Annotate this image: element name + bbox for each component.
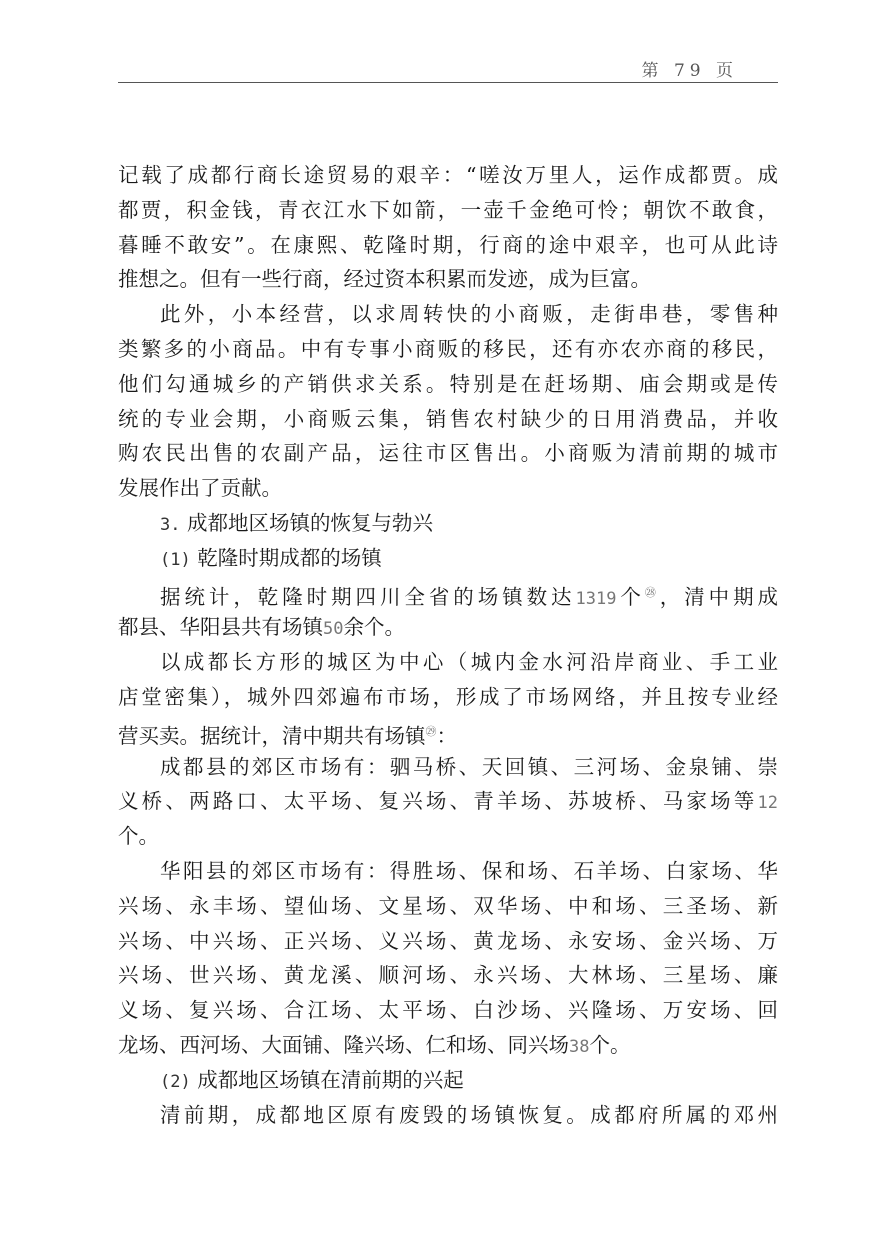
text-line: 记载了成都行商长途贸易的艰辛：“嗟汝万里人，运作成都贾。成 — [118, 163, 778, 187]
text-line: 清前期，成都地区原有废毁的场镇恢复。成都府所属的邓州 — [160, 1102, 778, 1127]
text-line: 店堂密集），城外四郊遍布市场，形成了市场网络，并且按专业经 — [118, 684, 778, 709]
section-heading: 3. 成都地区场镇的恢复与勃兴 — [160, 510, 434, 535]
footnote-marker: ㉘ — [644, 585, 660, 599]
text-line: 都县、华阳县共有场镇50余个。 — [118, 615, 405, 640]
text-line: 都贾，积金钱，青衣江水下如箭，一壶千金绝可怜；朝饮不敢食， — [118, 197, 778, 222]
text-line: 个。 — [118, 824, 159, 849]
text-line: 推想之。但有一些行商，经过资本积累而发迹，成为巨富。 — [118, 267, 651, 292]
text-line: 营买卖。据统计，清中期共有场镇$^㉙$： — [118, 723, 457, 748]
text-line: 义桥、两路口、太平场、复兴场、青羊场、苏坡桥、马家场等12 — [118, 789, 778, 814]
text-line: 成都县的郊区市场有：驷马桥、天回镇、三河场、金泉铺、崇 — [160, 754, 778, 779]
subsection-heading: (2) 成都地区场镇在清前期的兴起 — [160, 1067, 464, 1092]
text-line: 华阳县的郊区市场有：得胜场、保和场、石羊场、白家场、华 — [160, 858, 778, 883]
text-line: 暮睡不敢安”。在康熙、乾隆时期，行商的途中艰辛，也可从此诗 — [118, 232, 778, 257]
text-line: 兴场、永丰场、望仙场、文星场、双华场、中和场、三圣场、新 — [118, 893, 778, 918]
body-text — [118, 158, 778, 1132]
text-line: 他们勾通城乡的产销供求关系。特别是在赶场期、庙会期或是传 — [118, 371, 778, 396]
text-line: 兴场、世兴场、黄龙溪、顺河场、永兴场、大林场、三星场、廉 — [118, 963, 778, 988]
text-line: 购农民出售的农副产品，运往市区售出。小商贩为清前期的城市 — [118, 441, 778, 466]
text-line: 以成都长方形的城区为中心（城内金水河沿岸商业、手工业 — [160, 650, 778, 675]
text-line: 发展作出了贡献。 — [118, 476, 282, 501]
text-line: 据统计，乾隆时期四川全省的场镇数达1319个$^㉘$，清中期成 — [160, 584, 778, 609]
footnote-marker: ㉙ — [425, 724, 437, 738]
page-number: 第 79 页 — [641, 61, 738, 81]
text-line: 类繁多的小商品。中有专事小商贩的移民，还有亦农亦商的移民， — [118, 336, 778, 361]
page-header — [118, 52, 778, 83]
text-line: 此外，小本经营，以求周转快的小商贩，走街串巷，零售种 — [160, 302, 778, 327]
text-line: 兴场、中兴场、正兴场、义兴场、黄龙场、永安场、金兴场、万 — [118, 928, 778, 953]
subsection-heading: (1) 乾隆时期成都的场镇 — [160, 545, 382, 570]
text-line: 龙场、西河场、大面铺、隆兴场、仁和场、同兴场38个。 — [118, 1032, 631, 1057]
text-line: 义场、复兴场、合江场、太平场、白沙场、兴隆场、万安场、回 — [118, 998, 778, 1023]
text-line: 统的专业会期，小商贩云集，销售农村缺少的日用消费品，并收 — [118, 406, 778, 431]
